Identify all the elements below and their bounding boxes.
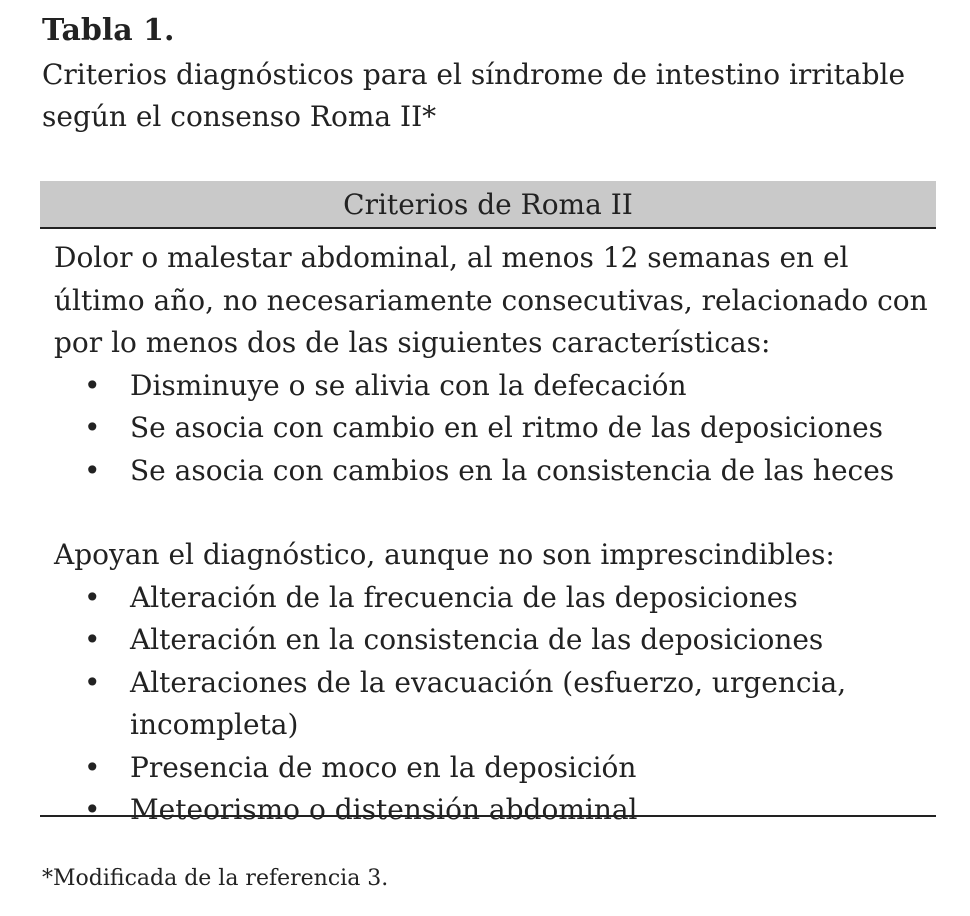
list-item [54, 662, 936, 747]
list-item [54, 577, 936, 620]
list-item-text: Se asocia con cambio en el ritmo de las deposiciones [130, 411, 884, 444]
footnote: *Modificada de la referencia 3. [42, 866, 389, 891]
table-body [40, 229, 936, 826]
section2-list [54, 577, 936, 832]
section1-intro: Dolor o malestar abdominal, al menos 12 semanas en el último año, no necesariamente consecutivas, relacionado con por lo menos dos de las siguientes características: [54, 241, 928, 359]
table-header: Criterios de Roma II [40, 181, 936, 229]
bullet-icon: • [84, 368, 101, 402]
bullet-icon: • [84, 793, 101, 826]
list-item-text: Meteorismo o distensión abdominal [130, 793, 638, 826]
table-caption: Criterios diagnósticos para el síndrome de intestino irritable según el consenso Roma II* [42, 58, 906, 133]
list-item [54, 450, 936, 493]
list-item-text: Disminuye o se alivia con la defecación [130, 368, 687, 402]
list-item-text: Alteraciones de la evacuación (esfuerzo, urgencia, incompleta) [130, 665, 847, 741]
criteria-table [40, 181, 936, 826]
list-item-text: Alteración en la consistencia de las deposiciones [130, 623, 824, 656]
bullet-icon: • [84, 411, 101, 444]
section1-list [54, 365, 936, 493]
list-item-text: Se asocia con cambios en la consistencia de las heces [130, 453, 895, 487]
list-item [54, 747, 936, 790]
list-item-text: Alteración de la frecuencia de las deposiciones [130, 580, 798, 614]
list-item [54, 407, 936, 450]
list-item [54, 789, 936, 832]
list-item [54, 619, 936, 662]
bullet-icon: • [84, 623, 101, 656]
list-item-text: Presencia de moco en la deposición [130, 750, 637, 784]
section-spacer [54, 492, 936, 534]
bullet-icon: • [84, 750, 101, 784]
bullet-icon: • [84, 453, 101, 487]
table-label: Tabla 1. [42, 13, 175, 48]
bullet-icon: • [84, 665, 101, 699]
section2-intro: Apoyan el diagnóstico, aunque no son imprescindibles: [54, 538, 835, 571]
bullet-icon: • [84, 580, 101, 614]
list-item [54, 365, 936, 408]
